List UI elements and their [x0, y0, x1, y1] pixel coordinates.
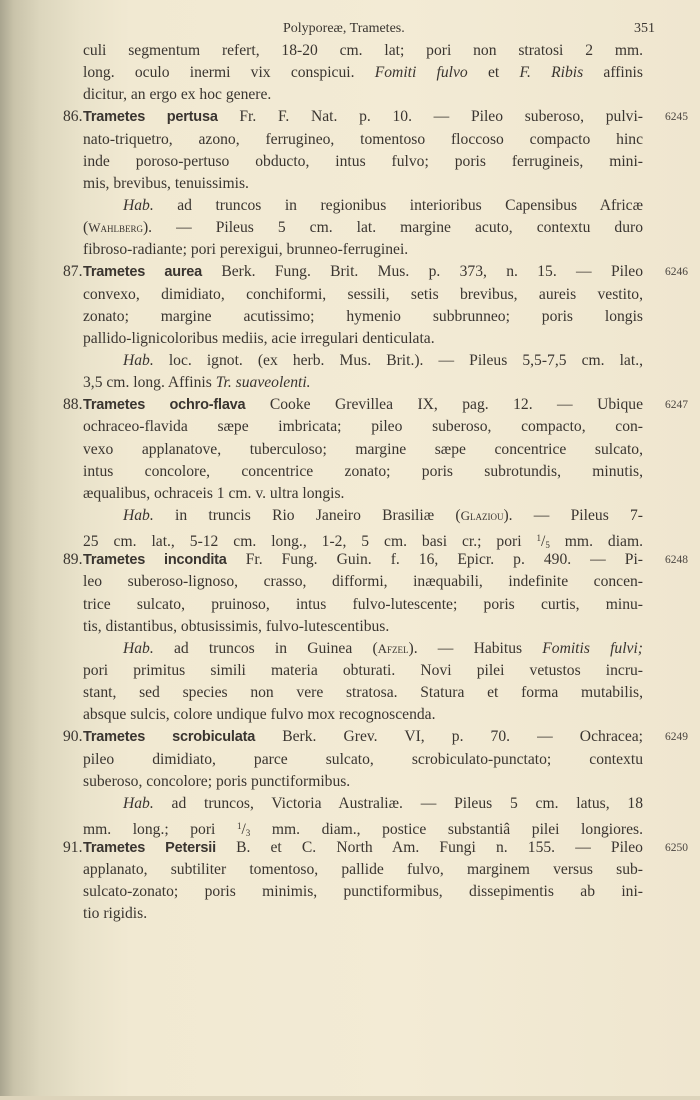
catalog-number: 6248	[665, 554, 688, 567]
entry-89	[63, 549, 688, 726]
text-line: nato-triquetro, azono, ferrugineo, tomentoso floccoso compacto hinc	[83, 130, 643, 148]
entry-91	[63, 837, 688, 926]
catalog-number: 6250	[665, 842, 688, 855]
entry-86	[63, 106, 688, 261]
entry-heading: 90. Trametes scrobiculata Berk. Grev. VI, p. 70. — Ochracea; 6249	[83, 726, 643, 748]
text-line: trice sulcato, pruinoso, intus fulvo-lutescente; poris curtis, minu-	[83, 595, 643, 613]
entry-90	[63, 726, 688, 838]
page-text	[63, 18, 688, 926]
catalog-number: 6249	[665, 731, 688, 744]
habitat-line: Hab. ad truncos in regionibus interioribus Capensibus Africæ	[123, 196, 643, 214]
habitat-line: Hab. loc. ignot. (ex herb. Mus. Brit.). — Pileus 5,5-7,5 cm. lat.,	[123, 351, 643, 369]
text-line: ochraceo-flavida sæpe imbricata; pileo suberoso, compacto, con-	[83, 418, 643, 436]
text-line: dicitur, an ergo ex hoc genere.	[83, 86, 272, 104]
species-name: Trametes pertusa	[83, 109, 218, 126]
catalog-number: 6245	[665, 111, 688, 124]
text-line: tio rigidis.	[83, 905, 148, 923]
entry-continuation	[83, 40, 643, 106]
text-line: pallido-lignicoloribus mediis, acie irregulari denticulata.	[83, 329, 435, 347]
text-line: mis, brevibus, tenuissimis.	[83, 174, 249, 192]
entry-number: 90.	[63, 728, 83, 746]
species-name: Trametes incondita	[83, 552, 227, 569]
text-line: mm. long.; pori $^1/_3$ mm. diam., postice substantiâ pilei longiores.	[83, 820, 643, 838]
text-line: intus concolore, concentrice zonato; poris subrotundis, minutis,	[83, 462, 643, 480]
text-line: applanato, subtiliter tomentoso, pallide fulvo, marginem versus sub-	[83, 861, 643, 879]
text-line: absque sulcis, colore undique fulvo mox recognoscenda.	[83, 706, 436, 724]
entry-number: 89.	[63, 551, 83, 569]
catalog-number: 6246	[665, 266, 688, 279]
text-line: vexo applanatove, tuberculoso; margine sæpe concentrice sulcato,	[83, 440, 643, 458]
entry-heading: 91. Trametes Petersii B. et C. North Am. Fungi n. 155. — Pileo 6250	[83, 837, 643, 859]
text-line: sulcato-zonato; poris minimis, punctiformibus, dissepimentis ab ini-	[83, 883, 643, 901]
entry-number: 87.	[63, 263, 83, 281]
species-name: Trametes Petersii	[83, 840, 216, 857]
text-line: pori primitus simili materia obturati. Novi pilei vetustos incru-	[83, 661, 643, 679]
text-line: 3,5 cm. long. Affinis Tr. suaveolenti.	[83, 374, 311, 392]
entry-heading: 86. Trametes pertusa Fr. F. Nat. p. 10. — Pileo suberoso, pulvi- 6245	[83, 106, 643, 128]
habitat-line: Hab. ad truncos, Victoria Australiæ. — Pileus 5 cm. latus, 18	[123, 794, 643, 812]
entry-number: 86.	[63, 108, 83, 126]
text-line: tis, distantibus, obtusissimis, fulvo-lutescentibus.	[83, 617, 390, 635]
habitat-line: Hab. ad truncos in Guinea (Afzel). — Habitus Fomitis fulvi;	[123, 639, 644, 657]
text-line: æqualibus, ochraceis 1 cm. v. ultra longis.	[83, 484, 345, 502]
text-line: inde poroso-pertuso obducto, intus fulvo; poris ferrugineis, mini-	[83, 152, 643, 170]
running-title: Polyporeæ, Trametes.	[283, 21, 405, 36]
entry-heading: 88. Trametes ochro-flava Cooke Grevillea IX, pag. 12. — Ubique 6247	[83, 394, 643, 416]
entry-heading: 87. Trametes aurea Berk. Fung. Brit. Mus. p. 373, n. 15. — Pileo 6246	[83, 261, 643, 283]
species-name: Trametes ochro-flava	[83, 397, 246, 414]
text-line: stant, sed species non vere stratosa. Statura et forma mutabilis,	[83, 684, 643, 702]
text-line: 25 cm. lat., 5-12 cm. long., 1-2, 5 cm. basi cr.; pori $^1/_5$ mm. diam.	[83, 533, 643, 551]
page-bottom-edge	[0, 1096, 700, 1100]
text-line: culi segmentum refert, 18-20 cm. lat; pori non stratosi 2 mm.	[83, 42, 643, 59]
text-line: fibroso-radiante; pori perexigui, brunneo-ferruginei.	[83, 241, 409, 259]
species-name: Trametes aurea	[83, 264, 203, 281]
running-header	[83, 18, 655, 40]
text-line: long. oculo inermi vix conspicui. Fomiti fulvo et F. Ribis affinis	[83, 64, 643, 82]
text-line: (Wahlberg). — Pileus 5 cm. lat. margine acuto, contextu duro	[83, 219, 643, 237]
text-line: zonato; margine acutissimo; hymenio subbrunneo; poris longis	[83, 307, 643, 325]
entry-number: 88.	[63, 396, 83, 414]
species-name: Trametes scrobiculata	[83, 729, 256, 746]
text-line: convexo, dimidiato, conchiformi, sessili, setis brevibus, aureis vestito,	[83, 285, 643, 303]
text-line: pileo dimidiato, parce sulcato, scrobiculato-punctato; contextu	[83, 750, 643, 768]
entry-heading: 89. Trametes incondita Fr. Fung. Guin. f. 16, Epicr. p. 490. — Pi- 6248	[83, 549, 643, 571]
text-line: suberoso, concolore; poris punctiformibus.	[83, 772, 351, 790]
catalog-number: 6247	[665, 399, 688, 412]
text-line: leo suberoso-lignoso, crasso, difformi, inæquabili, indefinite concen-	[83, 573, 643, 591]
habitat-line: Hab. in truncis Rio Janeiro Brasiliæ (Glaziou). — Pileus 7-	[123, 506, 643, 524]
entry-number: 91.	[63, 839, 83, 857]
entry-87	[63, 261, 688, 394]
entry-88	[63, 394, 688, 551]
page-number: 351	[634, 21, 655, 36]
